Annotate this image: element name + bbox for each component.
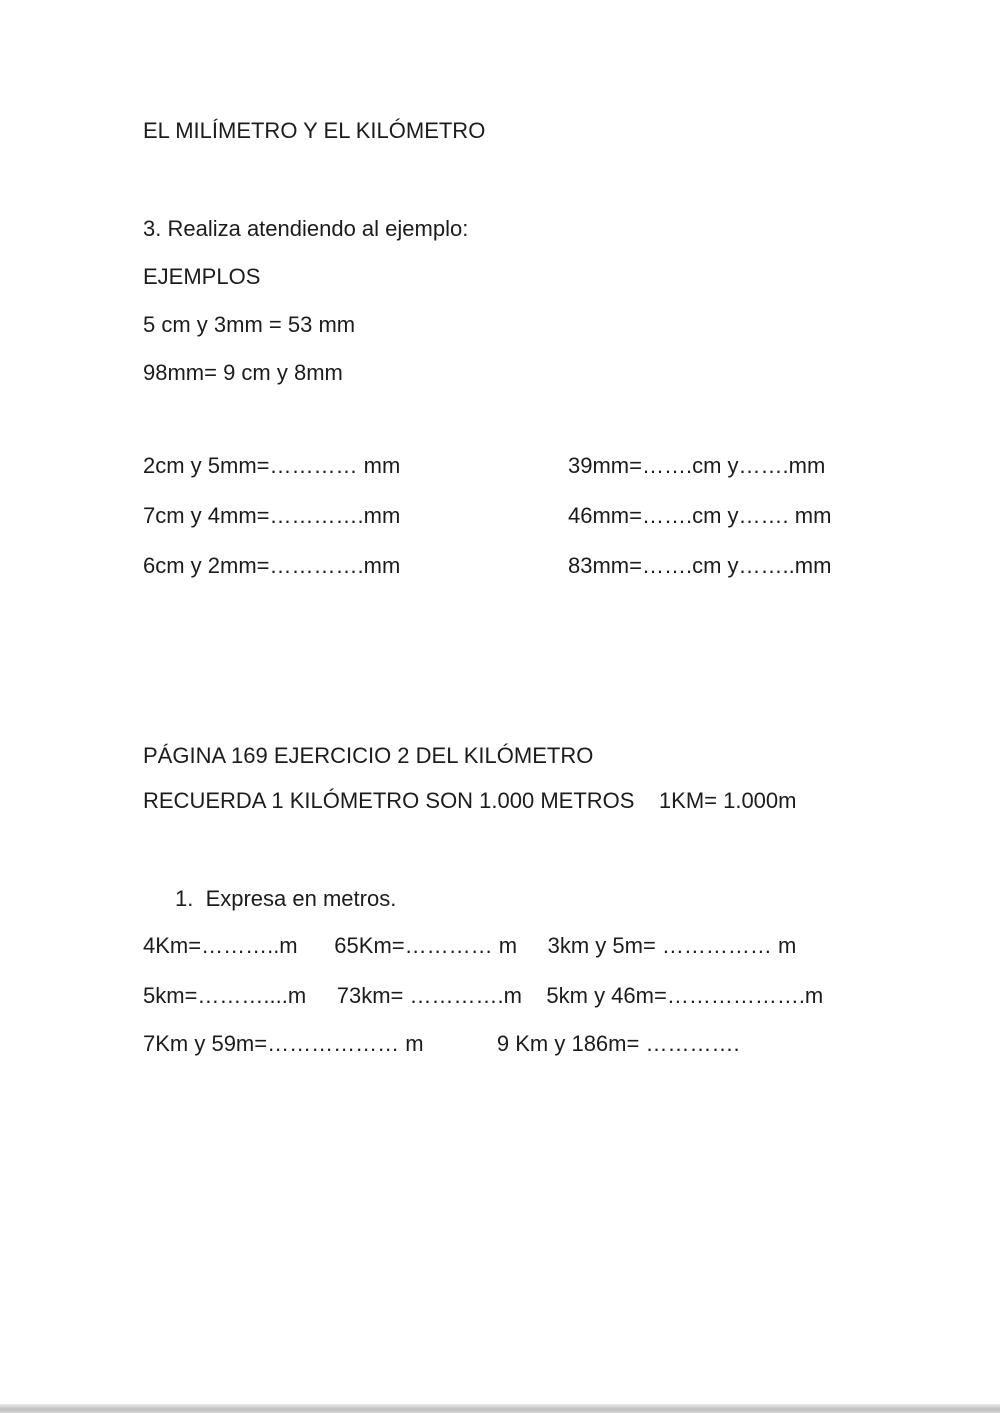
mm-exercise-row-3-right: 83mm=…….cm y……..mm [568, 553, 832, 578]
mm-exercise-row-3-left: 6cm y 2mm=………….mm [143, 553, 401, 578]
mm-exercise-row-2-right: 46mm=…….cm y……. mm [568, 503, 832, 528]
km-exercise-line-1: 4Km=………..m 65Km=………… m 3km y 5m= …………… m [143, 933, 797, 958]
km-task-line: 1. Expresa en metros. [175, 886, 397, 911]
example-line-2: 98mm= 9 cm y 8mm [143, 360, 343, 385]
mm-exercise-row-1-right: 39mm=…….cm y…….mm [568, 453, 826, 478]
km-section-heading: PÁGINA 169 EJERCICIO 2 DEL KILÓMETRO [143, 743, 594, 768]
instruction-line: 3. Realiza atendiendo al ejemplo: [143, 216, 469, 241]
mm-exercise-row-1-left: 2cm y 5mm=………… mm [143, 453, 401, 478]
page-edge-divider [0, 1404, 1000, 1413]
mm-exercise-row-2-left: 7cm y 4mm=………….mm [143, 503, 401, 528]
km-reminder-line: RECUERDA 1 KILÓMETRO SON 1.000 METROS 1KM= 1.000m [143, 788, 797, 813]
examples-label: EJEMPLOS [143, 264, 261, 289]
example-line-1: 5 cm y 3mm = 53 mm [143, 312, 356, 337]
document-title: EL MILÍMETRO Y EL KILÓMETRO [143, 118, 486, 143]
km-exercise-line-2: 5km=………....m 73km= ………….m 5km y 46m=……………….m [143, 983, 824, 1008]
km-exercise-line-3: 7Km y 59m=……………… m 9 Km y 186m= …………. [143, 1031, 740, 1056]
